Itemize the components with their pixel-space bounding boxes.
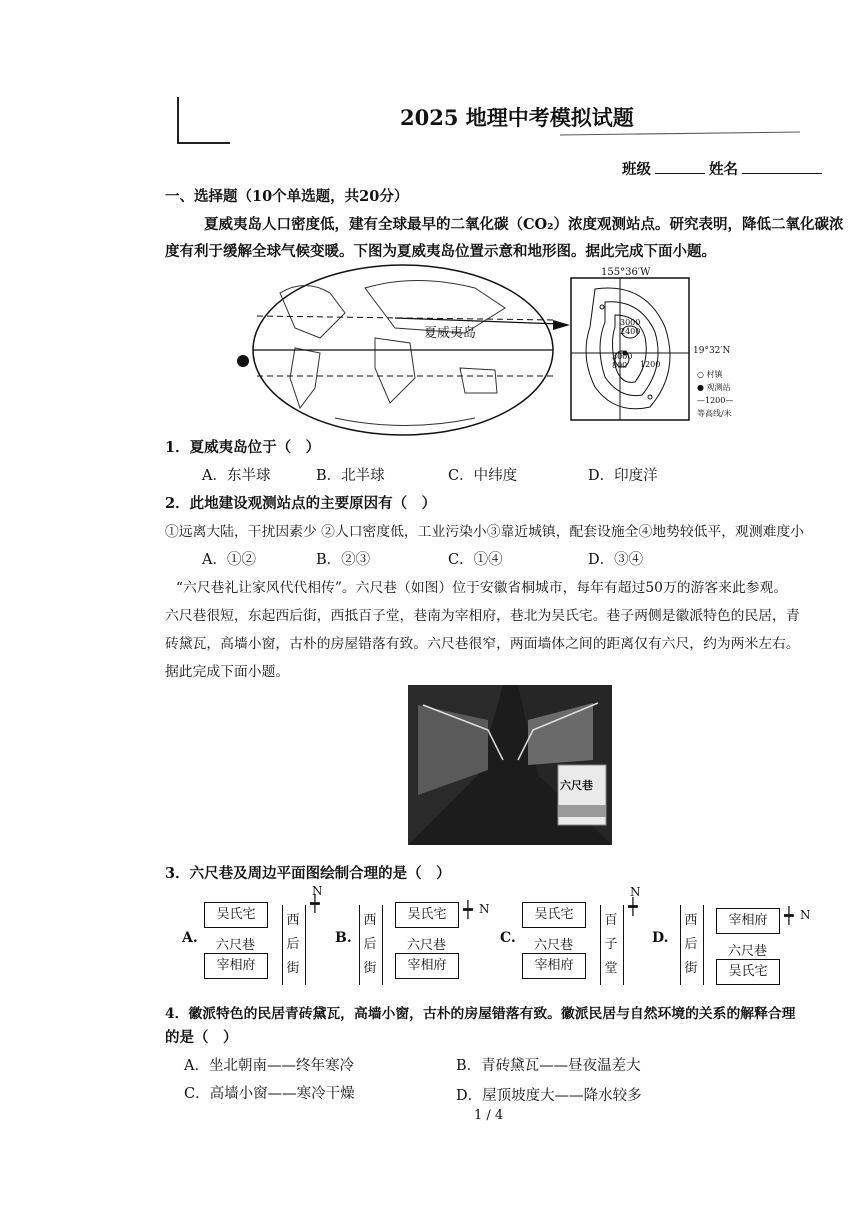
a-street: 西 后 街 [282, 905, 306, 985]
b-box-top: 吴氏宅 [395, 902, 459, 928]
class-name-line: 班级 姓名 [622, 158, 822, 179]
topographic-map [570, 277, 690, 422]
c-north: N [630, 885, 641, 899]
world-map [235, 258, 570, 443]
a-box-top: 吴氏宅 [204, 902, 268, 928]
q3-option-b[interactable]: B. 西 后 街 吴氏宅 六尺巷 宰相府 ┿ N [333, 890, 503, 990]
q3-option-a[interactable]: A. 吴氏宅 六尺巷 宰相府 西 后 街 N ┿ [180, 890, 340, 990]
passage-line-2: 六尺巷很短，东起西后街，西抵百子堂，巷南为宰相府，巷北为吴氏宅。巷子两侧是徽派特色的民居，青 [165, 608, 800, 624]
passage-line-1: “六尺巷礼让家风代代相传”。六尺巷（如图）位于安徽省桐城市，每年有超过50万的游客来此参观。 [176, 580, 788, 596]
c-street: 百 子 堂 [600, 905, 624, 985]
q3-option-d[interactable]: D. 西 后 街 宰相府 六尺巷 吴氏宅 ┿ N [650, 890, 830, 990]
q3-option-c[interactable]: C. 吴氏宅 六尺巷 宰相府 百 子 堂 N ┿ [498, 885, 658, 990]
passage-line-4: 据此完成下面小题。 [165, 664, 290, 680]
c-north-arrow-icon: ┿ [628, 897, 638, 916]
b-box-bottom: 宰相府 [395, 953, 459, 979]
q1-option-a[interactable]: A．东半球 [202, 468, 271, 484]
q2-option-a[interactable]: A．①② [202, 552, 256, 568]
d-box-top: 宰相府 [716, 908, 780, 934]
d-alley: 六尺巷 [728, 944, 768, 959]
q4-option-c[interactable]: C．高墙小窗——寒冷干燥 [184, 1086, 355, 1102]
q4-option-a[interactable]: A．坐北朝南——终年寒冷 [184, 1058, 354, 1074]
q2-reasons: ①远离大陆，干扰因素少 ②人口密度低，工业污染小③靠近城镇，配套设施全④地势较低平，观测难度小 [165, 524, 805, 540]
topo-legend: ○ 村镇 ● 观测站 —1200— 等高线/米 [697, 370, 734, 418]
d-north: N [800, 908, 811, 922]
a-alley: 六尺巷 [216, 938, 256, 953]
b-alley: 六尺巷 [407, 938, 447, 953]
page-title: 2025 地理中考模拟试题 [400, 105, 634, 130]
d-box-bottom: 吴氏宅 [716, 959, 780, 985]
q1-option-b[interactable]: B．北半球 [316, 468, 385, 484]
q2-stem: 2．此地建设观测站点的主要原因有（ ） [165, 495, 437, 512]
b-north-arrow-icon: ┿ [463, 900, 473, 919]
alley-photo [408, 685, 612, 845]
q2-option-d[interactable]: D．③④ [588, 552, 644, 568]
c-box-bottom: 宰相府 [522, 953, 586, 979]
passage-line-3: 砖黛瓦，高墙小窗，古朴的房屋错落有致。六尺巷很窄，两面墙体之间的距离仅有六尺，约为两米左右。 [165, 636, 800, 652]
elevation-labels: 3000 2400 [620, 318, 641, 336]
elevation-label-1200: 1200 [640, 360, 661, 369]
q1-option-d[interactable]: D．印度洋 [588, 468, 658, 484]
q1-option-c[interactable]: C．中纬度 [448, 468, 518, 484]
c-alley: 六尺巷 [534, 938, 574, 953]
c-box-top: 吴氏宅 [522, 902, 586, 928]
q3-stem: 3．六尺巷及周边平面图绘制合理的是（ ） [165, 865, 451, 882]
q2-option-c[interactable]: C．①④ [448, 552, 503, 568]
b-street: 西 后 街 [359, 905, 383, 985]
b-north: N [479, 902, 490, 916]
a-box-bottom: 宰相府 [204, 953, 268, 979]
a-north-arrow-icon: ┿ [310, 894, 320, 913]
section-heading: 一、选择题（10个单选题，共20分） [165, 188, 409, 205]
q2-option-b[interactable]: B．②③ [316, 552, 371, 568]
q1-stem: 1．夏威夷岛位于（ ） [165, 439, 321, 456]
q4-option-b[interactable]: B．青砖黛瓦——昼夜温差大 [456, 1058, 641, 1074]
q4-stem-line-1: 4．徽派特色的民居青砖黛瓦，高墙小窗，古朴的房屋错落有致。徽派民居与自然环境的关系的解释合理 [165, 1006, 796, 1022]
intro-line-1: 夏威夷岛人口密度低，建有全球最早的二氧化碳（CO₂）浓度观测站点。研究表明，降低二氧化碳浓 [204, 216, 844, 233]
d-street: 西 后 街 [680, 905, 704, 985]
q4-stem-line-2: 的是（ ） [165, 1029, 238, 1046]
a-north: N [312, 884, 323, 898]
hawaii-label: 夏威夷岛 [424, 326, 477, 341]
intro-line-2: 度有利于缓解全球气候变暖。下图为夏威夷岛位置示意和地形图。据此完成下面小题。 [165, 243, 716, 260]
d-north-arrow-icon: ┿ [784, 906, 794, 925]
longitude-label: 155°36′W [601, 267, 651, 278]
q4-option-d[interactable]: D．屋顶坡度大——降水较多 [456, 1088, 642, 1104]
page-number: 1 / 4 [474, 1108, 504, 1123]
latitude-label: 19°32′N [693, 346, 731, 356]
photo-sign: 六尺巷 [560, 779, 593, 792]
elevation-labels-2: 3000 800 [612, 352, 633, 370]
